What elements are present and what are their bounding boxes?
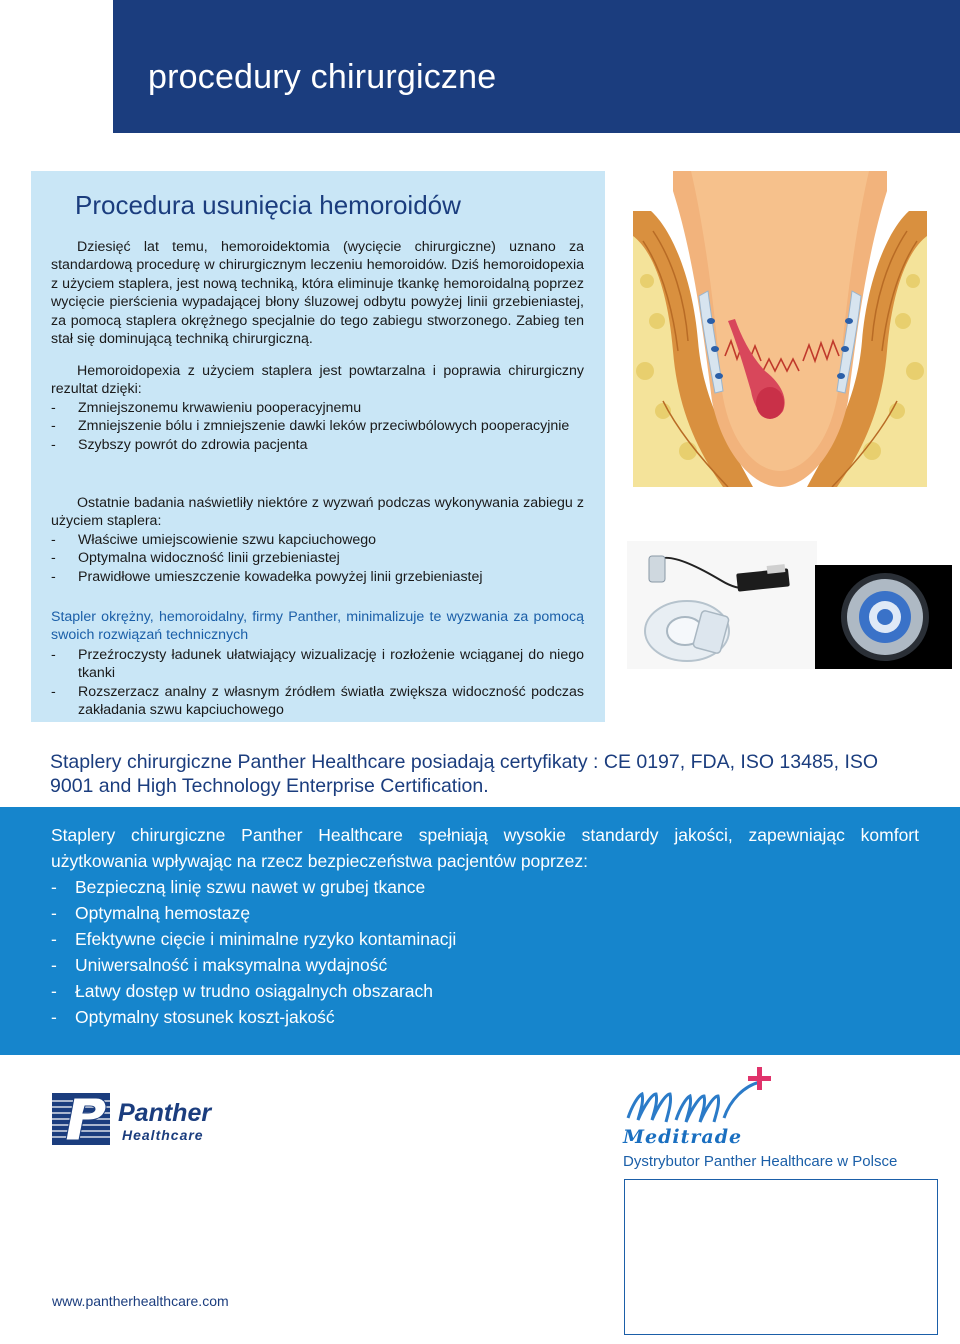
challenges-intro: Ostatnie badania naświetliły niektóre z wyzwań podczas wykonywania zabiegu z użyciem staplera:: [51, 495, 584, 530]
stapler-products-photo: [627, 541, 952, 669]
list-item: - Właściwe umiejscowienie szwu kapciuchowego: [51, 532, 377, 548]
list-item: - Zmniejszonemu krwawieniu pooperacyjnemu: [51, 400, 362, 416]
list-item: - Zmniejszenie bólu i zmniejszenie dawki leków przeciwbólowych pooperacyjnie: [51, 418, 570, 435]
quality-intro: Staplery chirurgiczne Panther Healthcare spełniają wysokie standardy jakości, zapewniając komfort użytkowania wpływając na rzecz bezpieczeństwa pacjentów poprzez:: [51, 825, 919, 871]
list-item: - Optymalna widoczność linii grzebieniastej: [51, 550, 340, 567]
benefits-list: [51, 399, 584, 454]
quality-band-text: [51, 822, 919, 1030]
website-link[interactable]: www.pantherhealthcare.com: [52, 1293, 229, 1309]
list-item: - Efektywne cięcie i minimalne ryzyko kontaminacji: [51, 929, 457, 949]
list-item: - Przeźroczysty ładunek ułatwiający wizualizację i rozłożenie wciąganej do niego tkanki: [51, 647, 584, 682]
challenges-list: [51, 531, 584, 586]
list-item: - Uniwersalność i maksymalna wydajność: [51, 955, 388, 975]
list-item: - Szybszy powrót do zdrowia pacjenta: [51, 436, 308, 453]
solutions-intro: Stapler okrężny, hemoroidalny, firmy Panther, minimalizuje te wyzwania za pomocą swoich rozwiązań technicznych: [51, 609, 584, 644]
certification-statement: Staplery chirurgiczne Panther Healthcare posiadają certyfikaty : CE 0197, FDA, ISO 13485, ISO 9001 and High Technology Enterprise Certification.: [50, 751, 879, 797]
list-item: - Łatwy dostęp w trudno osiągalnych obszarach: [51, 981, 433, 1001]
list-item: - Optymalny stosunek koszt-jakość: [51, 1007, 335, 1027]
contact-frame: [624, 1179, 938, 1335]
header-left-margin: [0, 0, 113, 133]
page-title: procedury chirurgiczne: [148, 58, 497, 96]
procedure-title: Procedura usunięcia hemoroidów: [75, 190, 461, 220]
procedure-intro-paragraph: Dziesięć lat temu, hemoroidektomia (wycięcie chirurgiczne) uznano za standardową procedurę w chirurgicznym leczeniu hemoroidów. Dziś hemoroidopexia z użyciem staplera, jest nową techniką, która eliminuje tkankę hemoroidalną poprzez wycięcie pierścienia wypadającej błony śluzowej odbytu powyżej linii grzebieniastej, za pomocą staplera okrężnego specjalnie do tego zabiegu stworzonego. Zabieg ten stał się dominującą techniką chirurgiczną.: [51, 239, 584, 348]
meditrade-name: Meditrade: [623, 1126, 743, 1148]
list-item: - Prawidłowe umieszczenie kowadełka powyżej linii grzebieniastej: [51, 568, 483, 585]
distributor-caption: Dystrybutor Panther Healthcare w Polsce: [623, 1153, 898, 1170]
panther-healthcare-logo: [52, 1093, 232, 1145]
list-item: - Rozszerzacz analny z własnym źródłem światła zwiększa widoczność podczas zakładania szwu kapciuchowego: [51, 683, 584, 719]
panther-name: Panther: [118, 1099, 212, 1127]
panther-sub: Healthcare: [122, 1127, 204, 1143]
solutions-list: [51, 646, 584, 720]
list-item: - Optymalną hemostazę: [51, 903, 251, 923]
procedure-benefits-intro: Hemoroidopexia z użyciem staplera jest powtarzalna i poprawia chirurgiczny rezultat dzięki:: [51, 363, 584, 398]
list-item: - Bezpieczną linię szwu nawet w grubej tkance: [51, 877, 426, 897]
hemorrhoid-anatomy-illustration: [633, 171, 927, 487]
